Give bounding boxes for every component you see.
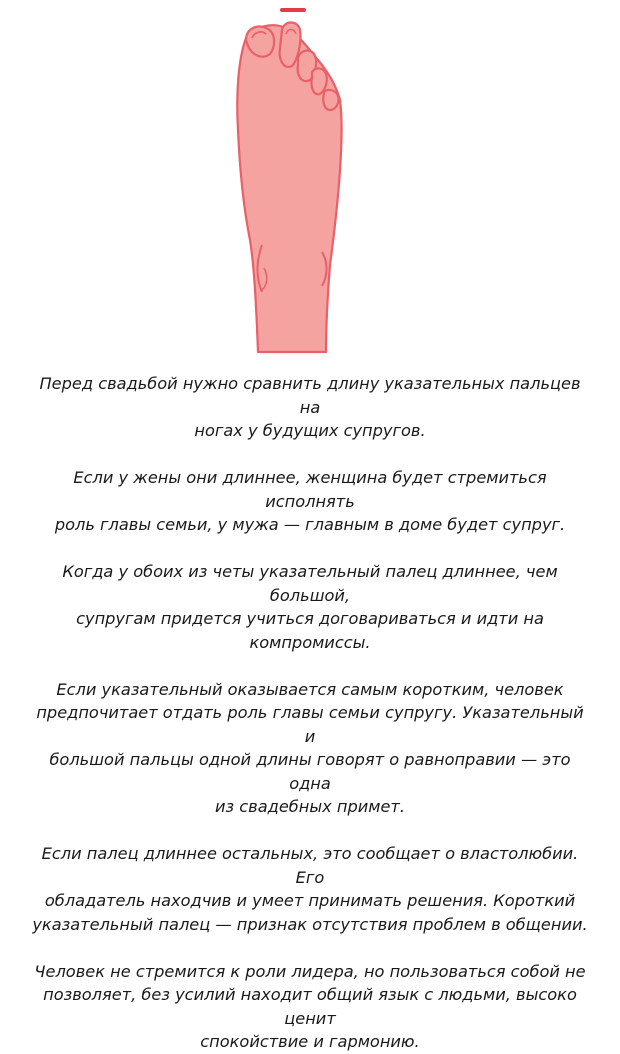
paragraph-longest: Если палец длиннее остальных, это сообщает о властолюбии. Его обладатель находчив и умеет принимать решения. Короткий указательный палец — признак отсутствия проблем в общении. bbox=[32, 844, 588, 934]
paragraph-shortest: Если указательный оказывается самым коротким, человек предпочитает отдать роль главы семьи супругу. Указательный и большой пальцы одной длины говорят о равноправии — это одна из свадебных примет. bbox=[36, 679, 584, 816]
paragraph-wife-husband: Если у жены они длиннее, женщина будет стремиться исполнять роль главы семьи, у мужа — главным в доме будет супруг. bbox=[54, 468, 566, 534]
paragraph-leader: Человек не стремится к роли лидера, но пользоваться собой не позволяет, без усилий находит общий язык с людьми, высоко ценит спокойствие и гармонию. bbox=[34, 961, 586, 1051]
little-toe bbox=[323, 90, 338, 110]
paragraph-both-longer: Когда у обоих из четы указательный палец длиннее, чем большой, супругам придется учиться договариваться и идти на компромиссы. bbox=[62, 562, 558, 652]
foot-icon bbox=[0, 0, 620, 360]
foot-illustration bbox=[0, 0, 620, 360]
paragraph-comparison: Перед свадьбой нужно сравнить длину указательных пальцев на ногах у будущих супругов. bbox=[39, 374, 581, 440]
article-text bbox=[30, 372, 590, 1054]
